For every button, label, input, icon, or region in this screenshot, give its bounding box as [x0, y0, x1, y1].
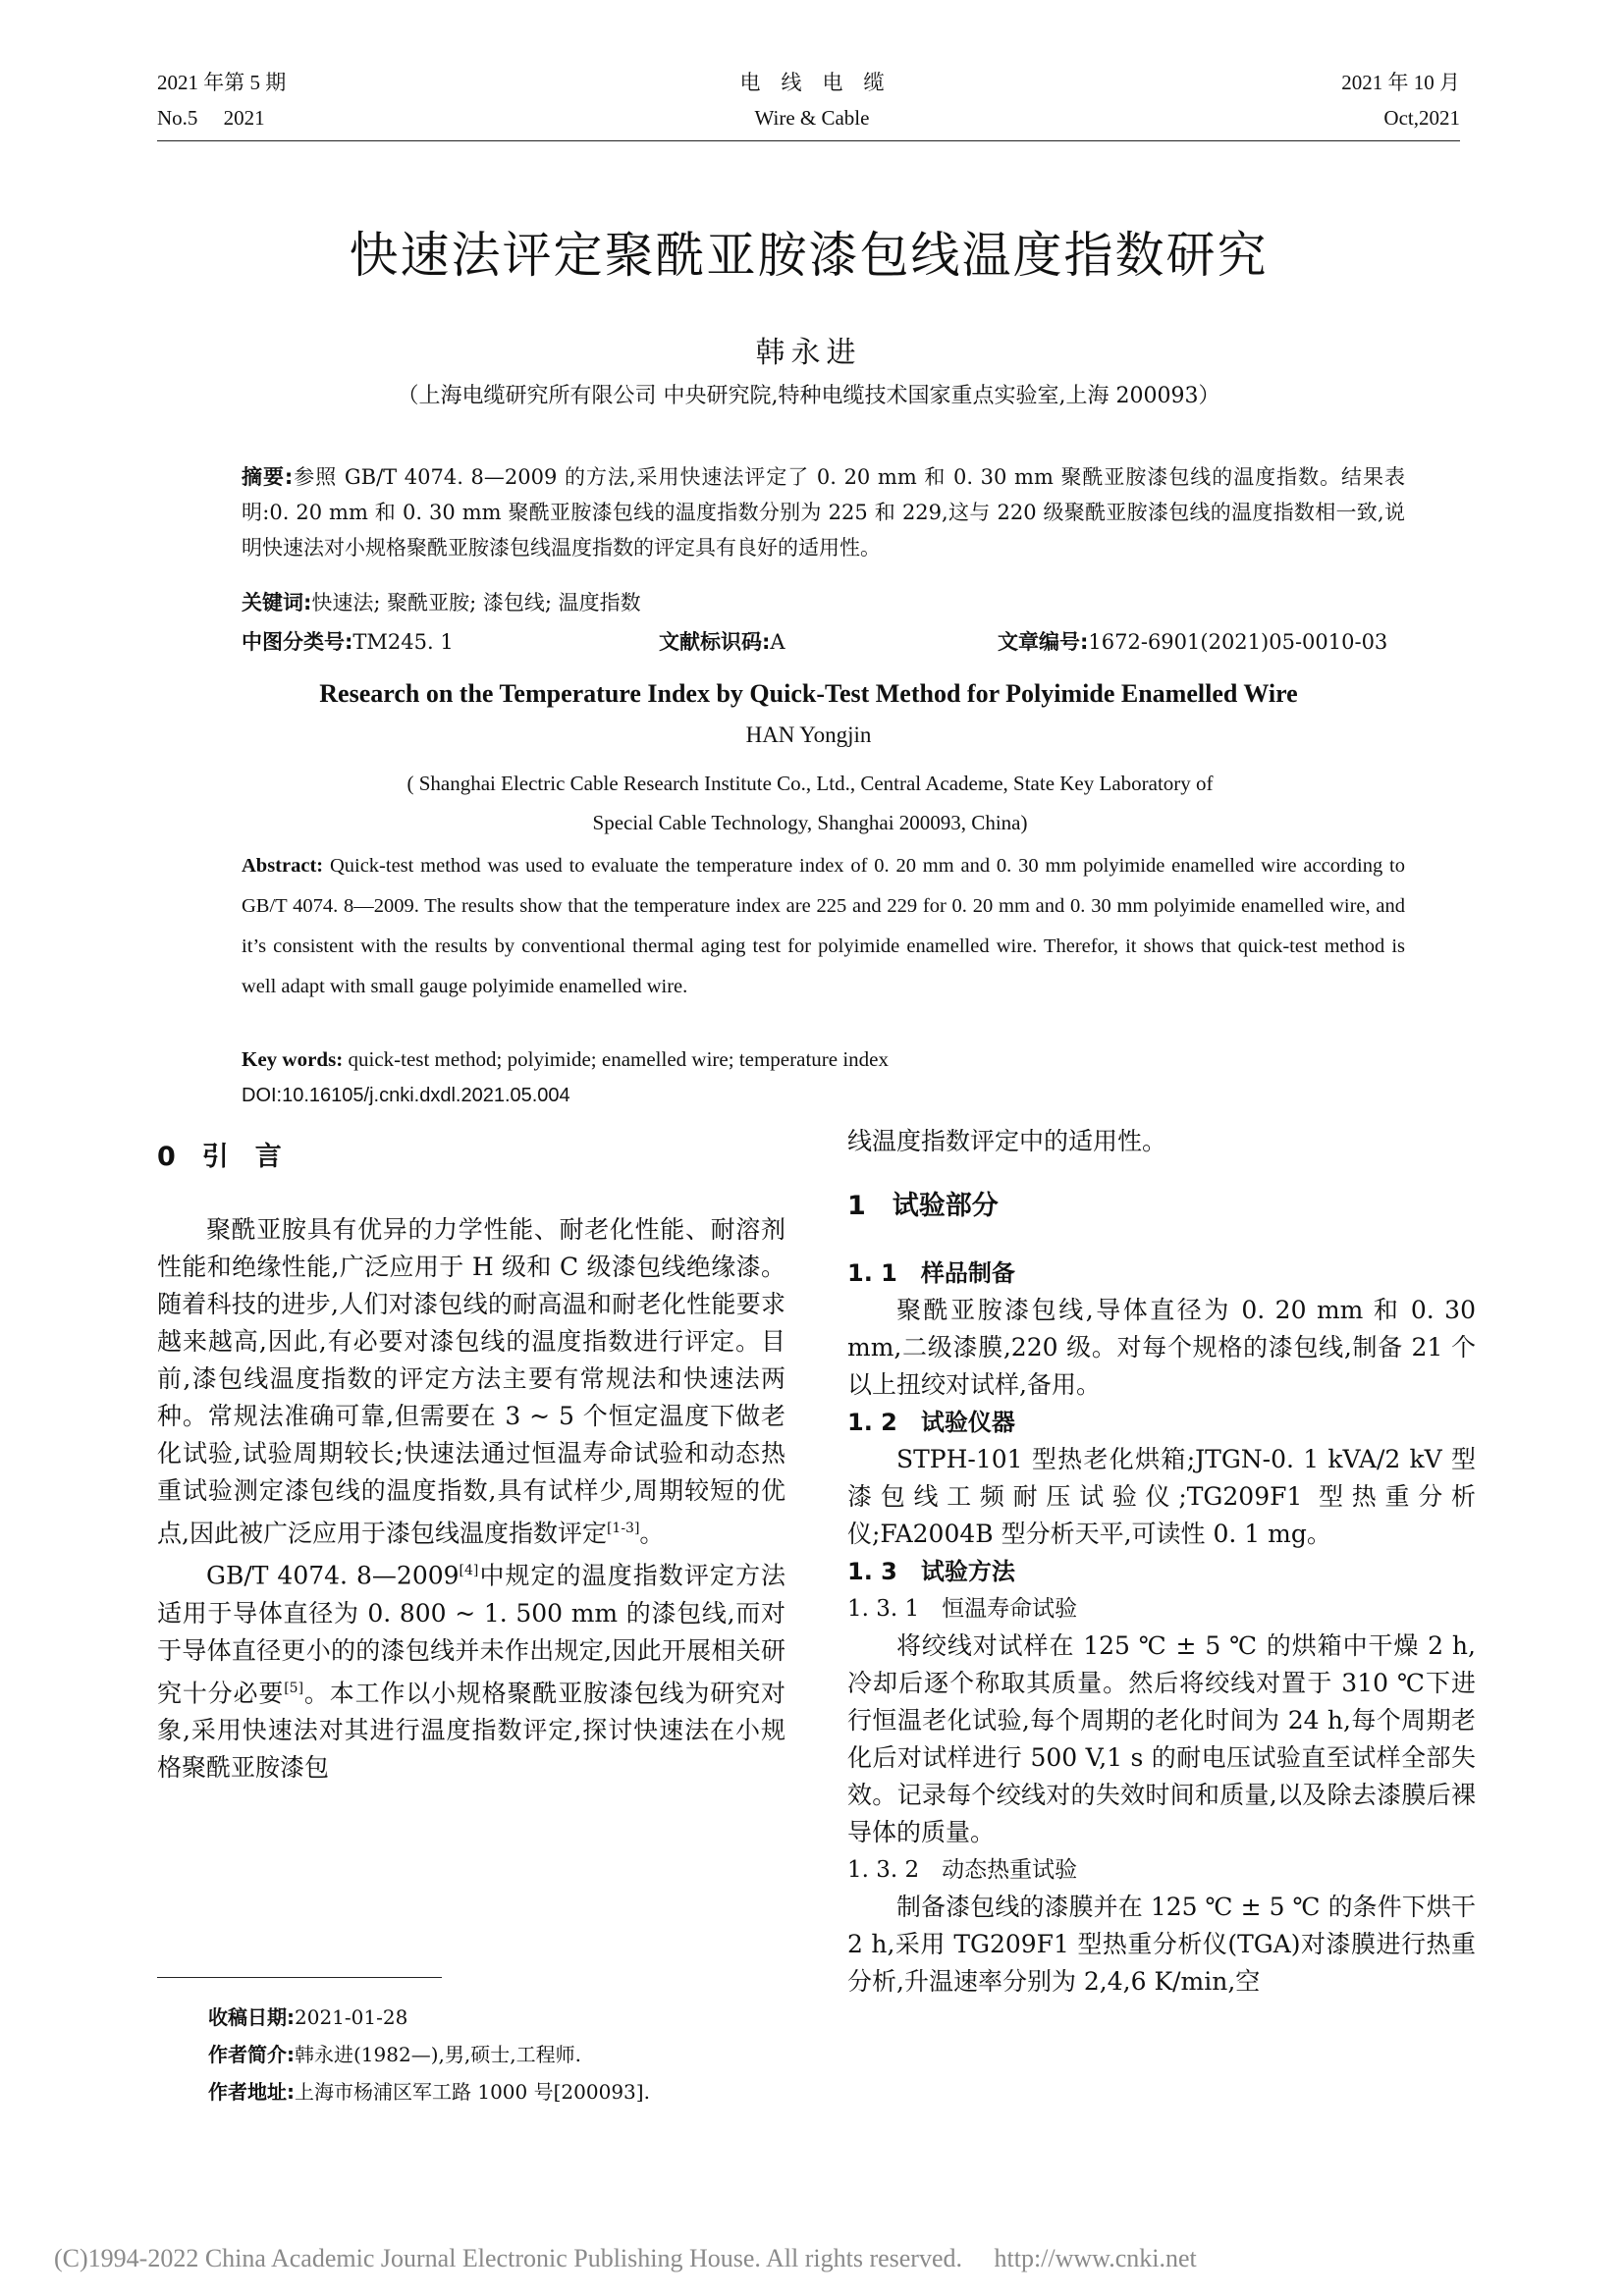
section-0-paragraph-2 [157, 1552, 785, 1787]
document-code [659, 624, 785, 660]
header-issue-en: No.5 2021 [157, 106, 265, 130]
affiliation-en-line2: Special Cable Technology, Shanghai 200093, China) [592, 811, 1028, 834]
section-0-paragraph-1-end: 。 [639, 1519, 665, 1548]
footnote-bio-label: 作者简介: [208, 2043, 295, 2066]
abstract-en-label: Abstract: [242, 855, 324, 877]
clc-label: 中图分类号: [242, 630, 353, 654]
header-journal-cn: 电 线 电 缆 [739, 71, 885, 94]
abstract-cn-label: 摘要: [242, 465, 294, 489]
citation-4: [4] [459, 1563, 479, 1579]
section-0-heading [157, 1139, 785, 1176]
header-date-en: Oct,2021 [1383, 106, 1460, 130]
author-en: HAN Yongjin [745, 722, 872, 747]
affiliation-en [324, 764, 1296, 842]
subsection-1-2-heading: 1. 2 试验仪器 [847, 1409, 1015, 1436]
citation-5: [5] [284, 1680, 304, 1696]
keywords-en [242, 1041, 1405, 1077]
keywords-cn-text: 快速法; 聚酰亚胺; 漆包线; 温度指数 [311, 591, 641, 614]
subsection-1-3-1-heading: 1. 3. 1 恒温寿命试验 [847, 1596, 1078, 1622]
footnote-bio-value: 韩永进(1982—),男,硕士,工程师. [295, 2043, 581, 2066]
abstract-cn [242, 459, 1405, 565]
footnote-received-value: 2021-01-28 [295, 2005, 408, 2029]
abstract-en-text: Quick-test method was used to evaluate the temperature index of 0. 20 mm and 0. 30 mm polyimide enamelled wire according to GB/T 4074. 8—2009. The results show that the temperature index are 225 and 229 for 0. 20 mm and 0. 30 mm polyimide enamelled wire, and it’s consistent with the results by conventional thermal aging test for polyimide enamelled wire. Therefor, it shows that quick-test method is well adapt with small gauge polyimide enamelled wire. [242, 855, 1405, 997]
section-0-continuation: 线温度指数评定中的适用性。 [847, 1127, 1167, 1155]
affiliation-cn: （上海电缆研究所有限公司 中央研究院,特种电缆技术国家重点实验室,上海 200093） [397, 384, 1220, 408]
subsection-1-3-2-heading: 1. 3. 2 动态热重试验 [847, 1857, 1078, 1883]
affiliation-en-line1: ( Shanghai Electric Cable Research Institute Co., Ltd., Central Academe, State Key Laboratory of [406, 772, 1214, 795]
doi: DOI:10.16105/j.cnki.dxdl.2021.05.004 [242, 1085, 570, 1106]
subsection-1-2-text: STPH-101 型热老化烘箱;JTGN-0. 1 kVA/2 kV 型漆包线工频耐压试验仪;TG209F1 型热重分析仪;FA2004B 型分析天平,可读性 0. 1 mg。 [847, 1445, 1476, 1548]
document-code-value: A [770, 630, 785, 654]
keywords-en-text: quick-test method; polyimide; enamelled wire; temperature index [343, 1047, 889, 1071]
footnote-address-label: 作者地址: [208, 2080, 295, 2104]
section-0-paragraph-2-a: GB/T 4074. 8—2009 [206, 1561, 460, 1590]
clc-value: TM245. 1 [352, 630, 454, 654]
section-0-paragraph-1 [157, 1211, 785, 1552]
header-issue [157, 65, 286, 135]
author-cn: 韩永进 [755, 336, 862, 370]
abstract-cn-text: 参照 GB/T 4074. 8—2009 的方法,采用快速法评定了 0. 20 mm 和 0. 30 mm 聚酰亚胺漆包线的温度指数。结果表明:0. 20 mm 和 0. 30 mm 聚酰亚胺漆包线的温度指数分别为 225 和 229,这与 220 级聚酰亚胺漆包线的温度指数相一致,说明快速法对小规格聚酰亚胺漆包线温度指数的评定具有良好的适用性。 [242, 465, 1405, 560]
section-0-paragraph-1-text: 聚酰亚胺具有优异的力学性能、耐老化性能、耐溶剂性能和绝缘性能,广泛应用于 H 级和 C 级漆包线绝缘漆。随着科技的进步,人们对漆包线的耐高温和耐老化性能要求越来越高,因此,有必要对漆包线的温度指数进行评定。目前,漆包线温度指数的评定方法主要有常规法和快速法两种。常规法准确可靠,但需要在 3 ~ 5 个恒定温度下做老化试验,试验周期较长;快速法通过恒温寿命试验和动态热重试验测定漆包线的温度指数,具有试样少,周期较短的优点,因此被广泛应用于漆包线温度指数评定 [157, 1215, 785, 1548]
header-date [1341, 65, 1460, 135]
footnote-author-address [208, 2077, 797, 2107]
header-journal-en: Wire & Cable [754, 106, 870, 130]
footnote-received-label: 收稿日期: [208, 2005, 295, 2029]
subsection-1-1-heading: 1. 1 样品制备 [847, 1259, 1015, 1287]
subsection-1-3-heading: 1. 3 试验方法 [847, 1558, 1015, 1585]
header-issue-cn: 2021 年第 5 期 [157, 71, 287, 94]
subsection-1-1-text: 聚酰亚胺漆包线,导体直径为 0. 20 mm 和 0. 30 mm,二级漆膜,220 级。对每个规格的漆包线,制备 21 个以上扭绞对试样,备用。 [847, 1296, 1476, 1399]
footnote-address-value: 上海市杨浦区军工路 1000 号[200093]. [295, 2080, 650, 2104]
footnote-divider [157, 1977, 442, 1978]
section-1-heading [847, 1188, 1476, 1225]
footnote-author-bio [208, 2040, 797, 2069]
subsection-1-3-2-text: 制备漆包线的漆膜并在 125 ℃ ± 5 ℃ 的条件下烘干 2 h,采用 TG209F1 型热重分析仪(TGA)对漆膜进行热重分析,升温速率分别为 2,4,6 K/min,空 [847, 1893, 1476, 1996]
paper-title-en: Research on the Temperature Index by Quick-Test Method for Polyimide Enamelled Wire [319, 679, 1298, 708]
header-date-cn: 2021 年 10 月 [1341, 71, 1460, 94]
footnote-received [208, 2002, 797, 2032]
subsection-1-3-1-text: 将绞线对试样在 125 ℃ ± 5 ℃ 的烘箱中干燥 2 h,冷却后逐个称取其质量。然后将绞线对置于 310 ℃下进行恒温老化试验,每个周期的老化时间为 24 h,每个周期老化后对试样进行 500 V,1 s 的耐电压试验直至试样全部失效。记录每个绞线对的失效时间和质量,以及除去漆膜后裸导体的质量。 [847, 1631, 1476, 1846]
article-number-value: 1672-6901(2021)05-0010-03 [1088, 630, 1388, 654]
section-0-title: 0 引 言 [157, 1142, 282, 1172]
clc-number [242, 624, 454, 660]
copyright-footer: (C)1994-2022 China Academic Journal Electronic Publishing House. All rights reserved. http://www.cnki.net [54, 2244, 1197, 2272]
paper-title-cn: 快速法评定聚酰亚胺漆包线温度指数研究 [349, 227, 1269, 284]
keywords-cn-label: 关键词: [242, 591, 312, 614]
abstract-en [242, 846, 1405, 1007]
document-code-label: 文献标识码: [659, 630, 771, 654]
article-number [998, 624, 1387, 660]
section-0-body [157, 1211, 785, 1787]
header-divider [157, 140, 1460, 141]
header-journal [616, 65, 1008, 135]
article-number-label: 文章编号: [998, 630, 1089, 654]
section-0-paragraph-2-c: 。本工作以小规格聚酰亚胺漆包线为研究对象,采用快速法对其进行温度指数评定,探讨快速法在小规格聚酰亚胺漆包 [157, 1678, 785, 1782]
keywords-cn [242, 585, 1405, 620]
citation-1-3: [1-3] [606, 1521, 640, 1536]
section-1-title: 1 试验部分 [847, 1191, 999, 1221]
keywords-en-label: Key words: [242, 1047, 344, 1071]
section-0-paragraph-2-b: 中规定的温度指数评定方法适用于导体直径为 0. 800 ~ 1. 500 mm 的漆包线,而对于导体直径更小的的漆包线并未作出规定,因此开展相关研究十分必要 [157, 1561, 785, 1707]
section-1-body [847, 1255, 1476, 2001]
